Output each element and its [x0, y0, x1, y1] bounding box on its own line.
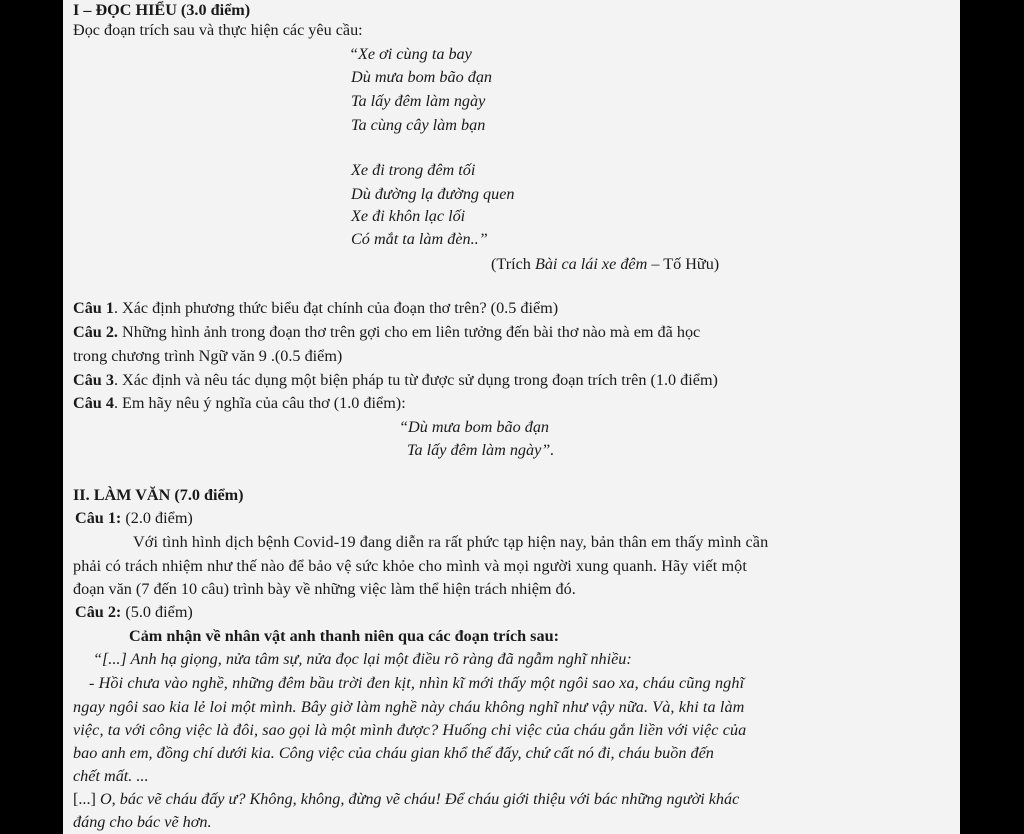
question-text: Những hình ảnh trong đoạn thơ trên gợi cho em liên tưởng đến bài thơ nào mà em đã học	[117, 323, 701, 341]
quote-line: “Dù mưa bom bão đạn	[399, 418, 550, 436]
poem-line: Ta cùng cây làm bạn	[351, 116, 486, 134]
exam-page	[63, 0, 960, 834]
question-label: Câu 1	[73, 299, 114, 317]
essay-q1-body: phải có trách nhiệm như thế nào để bảo vệ sức khỏe cho mình và mọi người xung quanh. Hãy viết một	[73, 557, 747, 575]
quote-line: Ta lấy đêm làm ngày”.	[407, 441, 555, 459]
source-close: – Tố Hữu)	[647, 255, 720, 273]
essay-q1-body: đoạn văn (7 đến 10 câu) trình bày về những việc làm thể hiện trách nhiệm đó.	[73, 580, 576, 598]
poem-source	[491, 254, 719, 274]
section2-heading: II. LÀM VĂN (7.0 điểm)	[73, 486, 244, 504]
question-4	[73, 393, 406, 413]
excerpt-line: chết mất. ...	[73, 767, 149, 785]
poem-line: “Xe ơi cùng ta bay	[349, 45, 472, 63]
question-2	[73, 322, 700, 342]
essay-question-2	[75, 602, 193, 622]
question-label: Câu 1:	[75, 509, 122, 527]
question-text: . Em hãy nêu ý nghĩa của câu thơ (1.0 điểm):	[113, 394, 406, 412]
question-text: . Xác định phương thức biểu đạt chính của đoạn thơ trên? (0.5 điểm)	[113, 299, 559, 317]
excerpt-line: - Hồi chưa vào nghề, những đêm bầu trời đen kịt, nhìn kĩ mới thấy một ngôi sao xa, cháu cũng nghĩ	[89, 674, 745, 692]
poem-line: Có mắt ta làm đèn..”	[351, 230, 488, 248]
essay-q1-body: Với tình hình dịch bệnh Covid-19 đang diễn ra rất phức tạp hiện nay, bản thân em thấy mình cần	[133, 533, 769, 551]
excerpt-line: ngay ngôi sao kia lẻ loi một mình. Bây giờ làm nghề này cháu không nghĩ như vậy nữa. Và, khi ta làm	[73, 698, 745, 716]
excerpt-line: việc, ta với công việc là đôi, sao gọi là một mình được? Huống chi việc của cháu gắn liền với việc của	[73, 721, 747, 739]
poem-line: Xe đi khôn lạc lối	[351, 207, 466, 225]
poem-line: Dù mưa bom bão đạn	[351, 68, 493, 86]
excerpt-line: bao anh em, đồng chí dưới kia. Công việc của cháu gian khổ thế đấy, chứ cất nó đi, cháu buồn đến	[73, 744, 714, 762]
section1-heading: I – ĐỌC HIỂU (3.0 điểm)	[73, 1, 251, 19]
question-1	[73, 298, 558, 318]
essay-question-1	[75, 508, 193, 528]
excerpt-line: đáng cho bác vẽ hơn.	[73, 813, 212, 831]
excerpt-line: “[...] Anh hạ giọng, nửa tâm sự, nửa đọc lại một điều rõ ràng đã ngẫm nghĩ nhiều:	[93, 650, 632, 668]
excerpt-text: O, bác vẽ cháu đấy ư? Không, không, đừng vẽ cháu! Để cháu giới thiệu với bác những người khác	[99, 790, 740, 808]
excerpt-line	[73, 789, 739, 809]
source-title: Bài ca lái xe đêm	[534, 255, 648, 273]
question-label: Câu 2.	[73, 323, 118, 341]
question-label: Câu 3	[73, 371, 114, 389]
excerpt-ellipsis: [...]	[73, 790, 100, 808]
poem-line: Ta lấy đêm làm ngày	[351, 92, 486, 110]
question-label: Câu 2:	[75, 603, 122, 621]
question-points: (5.0 điểm)	[121, 603, 193, 621]
section1-instruction: Đọc đoạn trích sau và thực hiện các yêu cầu:	[73, 21, 363, 39]
essay-q2-title: Cảm nhận về nhân vật anh thanh niên qua các đoạn trích sau:	[129, 627, 559, 645]
poem-line: Dù đường lạ đường quen	[351, 185, 515, 203]
question-2-continued: trong chương trình Ngữ văn 9 .(0.5 điểm)	[73, 347, 343, 365]
source-open: (Trích	[491, 255, 535, 273]
question-3	[73, 370, 718, 390]
poem-line: Xe đi trong đêm tối	[351, 161, 476, 179]
question-text: . Xác định và nêu tác dụng một biện pháp tu từ được sử dụng trong đoạn trích trên (1.0 điểm)	[113, 371, 718, 389]
question-points: (2.0 điểm)	[121, 509, 193, 527]
question-label: Câu 4	[73, 394, 114, 412]
